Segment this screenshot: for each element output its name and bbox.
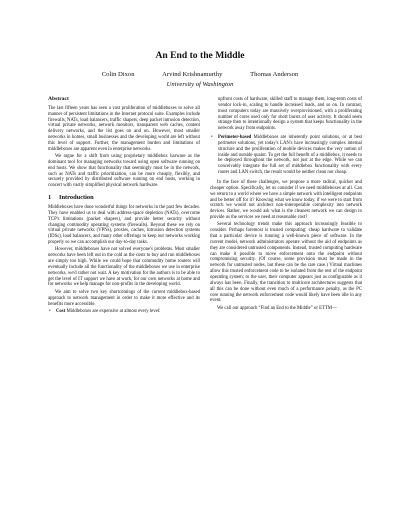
section-heading: [48, 195, 200, 201]
list-item: [211, 135, 362, 176]
body-paragraph: However, middleboxes have not solved everyone's problems. Most smaller networks have been left out in the cold as the costs to buy and run middleboxes are simply too high. While we could hope that commodity home routers will eventually include all the functionality of the middleboxes we use in enterprise networks, we'd rather not wait. A key motivation for the authors is to be able to get the level of IT support we have at work, for our own networks at home and for networks we help manage for non-profits in the developing world.: [48, 247, 200, 288]
abstract-heading: Abstract: [48, 96, 69, 102]
bullet-icon: •: [211, 135, 213, 141]
author-name: Colin Dixon: [101, 71, 135, 78]
section-title: Introduction: [59, 194, 94, 202]
abstract-paragraph: We argue for a shift from using proprietary middlebox harware as the dominant tool for managing networks toward using open software running on end hosts. We show that functionality that seemingly must be in the network, such as NATs and traffic prioritization, can be more cheaply, flexibly, and securely provided by distributed software running on end hosts, working in concert with vastly simplified physical network hardware.: [48, 154, 200, 189]
author-name: Thomas Anderson: [250, 71, 299, 78]
bullet-list: [48, 309, 200, 315]
body-paragraph: Several technology trends make this approach increasingly feasible to consider. Perhaps foremost is trusted computing: cheap hardware to validate that a particular device is running a well-known piece of software. In the current model, network administrators operate without the aid of endpoints as they are considered untrusted components. Instead, trusted computing hardware can make it possible to move enforcement onto the endpoint without compromising security. (Of course, some provision must be made in the network for untrusted nodes, but these can be the rare case.) Virtual machines allow this trusted enforcement code to be isolated from the rest of the endpoint operating system; to the user, their computer appears just as configurable as it always has been. Finally, the transition to multicore architectures suggests that all this can be done without even much of a performance penalty, as the PC core running the network enforcement code would likely have been idle in any event.: [210, 222, 362, 304]
bullet-lead: Perimeter-based: [218, 135, 252, 141]
author-name: Arvind Krishnamurthy: [162, 71, 223, 78]
paper-title: An End to the Middle: [155, 50, 245, 61]
bullet-list: [210, 97, 362, 176]
right-column: [210, 97, 362, 312]
body-paragraph: Middleboxes have done wonderful things for networks in the past few decades. They have enabled us to deal with address-space depletion (NATs), overcome TCP's limitations (packet shapers), and provide better security without changing commodity operating systems (firewalls). Beyond these we rely on virtual private networks (VPNs), proxies, caches, intrusion detection systems (IDSs), load balancers, and many other offerings to keep our networks working properly so we can accomplish our day-to-day tasks.: [48, 205, 200, 246]
bullet-icon: •: [49, 309, 51, 315]
bullet-text: upfront costs of hardware, skilled staff to manage them, long-term costs of vendor lock-in, scaling to handle increased loads, and so on. In contrast, most computers today are massively overprovisioned, with a proliferating number of cores used only for short bursts of user activity. It should seem strange then to intentionally design a system that keeps functionality in the network away from endpoints.: [218, 97, 362, 132]
abstract-paragraph: The last fifteen years has seen a vast proliferation of middleboxes to solve all manner of persistent limitations in the Internet protocol suite. Examples include firewalls, NATs, load balancers, traffic shapers, deep packet intrusion detection, virtual private networks, network monitors, transparent web caches, content delivery networks, and the list goes on and on. However, most smaller networks in homes, small businesses and the developing world are left without this level of support. Further, the management burden and limitations of middleboxes are apparent even in enterprise networks.: [48, 105, 200, 152]
list-item: [49, 309, 200, 315]
bullet-text: Middleboxes are inherently point solutions, or at best perimeter solutions, yet today's LAN's have increasingly complex internal structure and the proliferation of mobile devices makes the very notion of inside and outside quaint. To get the full benefit of a middlebox, it needs to be deployed throughout the network, not just at the edge. While we can conceivably integrate the full set of middlebox functionality with every router and LAN switch, the result would be neither clean nor cheap.: [218, 135, 362, 176]
body-paragraph: In the face of these challenges, we propose a more radical, quicker and cheaper option. Specifically, let us consider if we need middleboxes at all. Can we return to a world where we have a simple network with intelligent endpoints and be better off for it? Knowing what we know today, if we were to start from scratch we would not architect non-interoperable complexity into network devices. Rather, we would ask what is the cleanest network we can design to provide us the services we need at reasonable cost?: [210, 179, 362, 221]
body-paragraph: We call our approach “Find an End to the Middle” or ETTM—: [217, 305, 337, 311]
bullet-lead: Cost: [56, 309, 66, 315]
bullet-text: Middleboxes are expensive at almost every level:: [65, 309, 161, 315]
author-list: [0, 71, 400, 78]
section-number: 1: [48, 194, 52, 202]
list-item-continuation: [218, 97, 362, 132]
left-column: [48, 97, 200, 315]
author-affiliation: University of Washington: [166, 81, 234, 88]
body-paragraph: We aim to solve two key shortcomings of the current middlebox-based approach to network management in order to make it more effective and its benefits more accessible.: [48, 289, 200, 307]
